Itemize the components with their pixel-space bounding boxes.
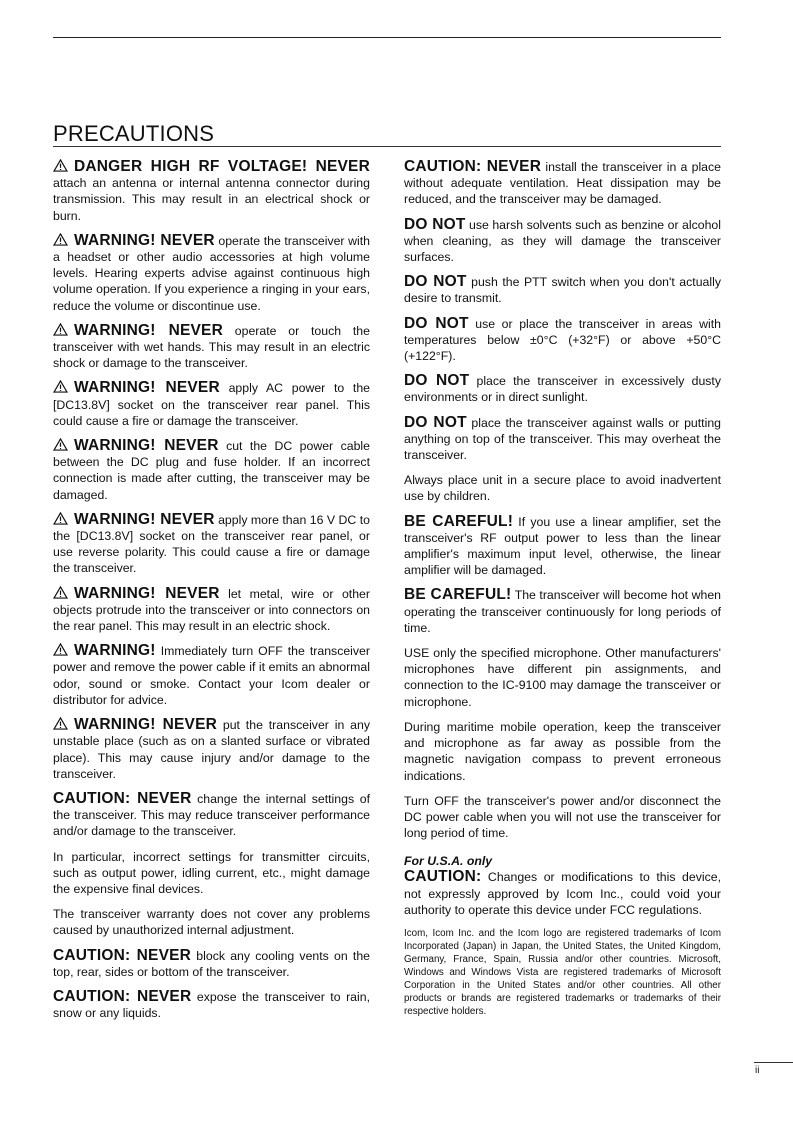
precaution-text: Turn OFF the transceiver's power and/or disconnect the DC power cable when you will not use the transceiver for long period of time. — [404, 793, 721, 841]
precaution-lead: BE CAREFUL! — [404, 512, 514, 530]
precaution-text: apply more than 16 V DC to the [DC13.8V] socket on the transceiver rear panel, or use reverse polarity. This could cause a fire or damage the transceiver. — [53, 512, 370, 576]
precaution-text: put the transceiver in any unstable place (such as on a slanted surface or vibrated place). This may cause injury and/or damage to the transceiver. — [53, 718, 370, 781]
precaution-item — [404, 274, 721, 306]
precaution-item — [53, 233, 370, 314]
left-column — [53, 159, 370, 1030]
precaution-item — [53, 512, 370, 577]
precaution-lead: CAUTION: NEVER — [404, 158, 542, 175]
precaution-item — [53, 159, 370, 224]
warning-icon — [53, 438, 68, 451]
precaution-text: block any cooling vents on the top, rear, sides or bottom of the transceiver. — [53, 948, 370, 979]
usa-note-lead: CAUTION: — [404, 868, 482, 886]
warning-icon — [53, 323, 68, 336]
warning-icon — [53, 233, 68, 246]
precaution-item — [53, 849, 370, 898]
precaution-lead: DO NOT — [404, 273, 467, 291]
precaution-item — [53, 586, 370, 635]
page-number: ii — [755, 1065, 760, 1076]
precaution-text: install the transceiver in a place without adequate ventilation. Heat dissipation may be reduced, and the transceiver may be damaged. — [404, 160, 722, 207]
warning-icon — [53, 586, 68, 599]
precaution-lead: WARNING! — [74, 642, 156, 660]
page-title: PRECAUTIONS — [53, 121, 721, 147]
right-column — [404, 159, 721, 1018]
precaution-item — [404, 793, 721, 842]
precaution-item — [404, 415, 721, 464]
precaution-item — [404, 472, 721, 504]
footer-rule — [754, 1062, 793, 1063]
precaution-lead: WARNING! NEVER — [74, 716, 218, 734]
precaution-lead: CAUTION: NEVER — [53, 946, 192, 964]
precaution-item — [53, 989, 370, 1021]
warning-icon — [53, 643, 68, 656]
precaution-item — [53, 717, 370, 782]
precaution-lead: DO NOT — [404, 215, 466, 233]
precaution-text: operate the transceiver with a headset or other audio accessories at high volume levels. Hearing experts advise against continuous high volume operation. If you experience a ringing in your ears, reduce the volume or discontinue use. — [53, 233, 370, 313]
precaution-lead: WARNING! NEVER — [74, 321, 223, 339]
precaution-text: apply AC power to the [DC13.8V] socket on the transceiver rear panel. This could cause a fire or damage the transceiver. — [53, 381, 370, 428]
precaution-lead: WARNING! NEVER — [74, 231, 215, 249]
precaution-item — [404, 514, 721, 579]
precaution-item — [404, 587, 721, 636]
precaution-lead: DANGER HIGH RF VOLTAGE! NEVER — [74, 158, 370, 175]
warning-icon — [53, 512, 68, 525]
precaution-item — [53, 791, 370, 840]
precaution-text: If you use a linear amplifier, set the transceiver's RF output power to less than the linear amplifier's maximum input level, otherwise, the linear amplifier will be damaged. — [404, 514, 721, 578]
precaution-text: place the transceiver in excessively dusty environments or in direct sunlight. — [404, 374, 721, 405]
precaution-text: attach an antenna or internal antenna connector during transmission. This may result in an electrical shock or burn. — [53, 176, 370, 223]
precaution-lead: WARNING! NEVER — [74, 437, 219, 455]
usa-note-text: Changes or modifications to this device, not expressly approved by Icom Inc., could void your authority to operate this device under FCC regulations. — [404, 870, 721, 917]
precaution-text: expose the transceiver to rain, snow or any liquids. — [53, 989, 370, 1021]
warning-icon — [53, 159, 68, 172]
precaution-item — [53, 643, 370, 708]
trademark-notice: Icom, Icom Inc. and the Icom logo are registered trademarks of Icom Incorporated (Japan) in Japan, the United States, the United Kingdom, Germany, France, Spain, Russia and/or other countries. Microsoft, Windows and Windows Vista are registered trademarks of Microsoft Corporation in the United States and/or other countries. All other products or brands are registered trademarks or trademarks of their respective holders. — [404, 927, 721, 1017]
precaution-lead: CAUTION: NEVER — [53, 987, 192, 1005]
precaution-text: place the transceiver against walls or putting anything on top of the transceiver. This may overheat the transceiver. — [404, 415, 721, 463]
precaution-text: operate or touch the transceiver with wet hands. This may result in an electric shock or damage to the transceiver. — [53, 323, 370, 371]
precaution-lead: DO NOT — [404, 314, 469, 332]
precaution-item — [404, 645, 721, 710]
precaution-text: cut the DC power cable between the DC plug and fuse holder. If an incorrect connection is made after cutting, the transceiver may be damaged. — [53, 439, 370, 502]
precaution-item — [53, 948, 370, 980]
precaution-item — [404, 159, 721, 208]
precaution-item — [53, 323, 370, 372]
precaution-text: USE only the specified microphone. Other manufacturers' microphones have different pin assignments, and connection to the IC-9100 may damage the transceiver or microphone. — [404, 646, 721, 709]
precaution-item — [53, 438, 370, 503]
header-rule — [53, 37, 721, 38]
precaution-lead: WARNING! NEVER — [74, 379, 220, 397]
precaution-item — [404, 316, 721, 365]
precaution-lead: CAUTION: NEVER — [53, 789, 192, 807]
precaution-item — [404, 719, 721, 784]
warning-icon — [53, 380, 68, 393]
precaution-lead: DO NOT — [404, 372, 470, 390]
precaution-lead: BE CAREFUL! — [404, 586, 512, 604]
warning-icon — [53, 717, 68, 730]
precaution-text: In particular, incorrect settings for transmitter circuits, such as output power, idling current, etc., might damage the expensive final devices. — [53, 849, 370, 896]
precaution-text: Always place unit in a secure place to avoid inadvertent use by children. — [404, 473, 721, 504]
precaution-text: The transceiver will become hot when operating the transceiver continuously for long periods of time. — [404, 588, 722, 635]
usa-note-heading: For U.S.A. only — [404, 854, 493, 869]
precaution-text: change the internal settings of the transceiver. This may reduce transceiver performance and/or damage to the transceiver. — [53, 791, 370, 839]
precaution-item — [53, 380, 370, 429]
precaution-text: use or place the transceiver in areas with temperatures below ±0°C (+32°F) or above +50°C (+122°F). — [404, 316, 721, 364]
precaution-text: During maritime mobile operation, keep the transceiver and microphone as far away as possible from the magnetic navigation compass to prevent erroneous indications. — [404, 719, 721, 783]
precaution-item — [404, 217, 721, 266]
usa-note — [404, 853, 721, 918]
precaution-text: push the PTT switch when you don't actually desire to transmit. — [404, 275, 721, 306]
precaution-item — [53, 906, 370, 938]
precaution-lead: WARNING! NEVER — [74, 584, 220, 602]
precaution-item — [404, 373, 721, 405]
precaution-text: Immediately turn OFF the transceiver power and remove the power cable if it emits an abnormal odor, sound or smoke. Contact your Icom dealer or distributor for advice. — [53, 644, 370, 707]
precaution-lead: DO NOT — [404, 413, 467, 431]
precaution-lead: WARNING! NEVER — [74, 510, 215, 528]
precaution-text: The transceiver warranty does not cover any problems caused by unauthorized internal adjustment. — [53, 907, 370, 938]
precaution-text: use harsh solvents such as benzine or alcohol when cleaning, as they will damage the transceiver surfaces. — [404, 217, 722, 265]
precaution-text: let metal, wire or other objects protrude into the transceiver or into connectors on the rear panel. This may result in an electric shock. — [53, 586, 370, 634]
